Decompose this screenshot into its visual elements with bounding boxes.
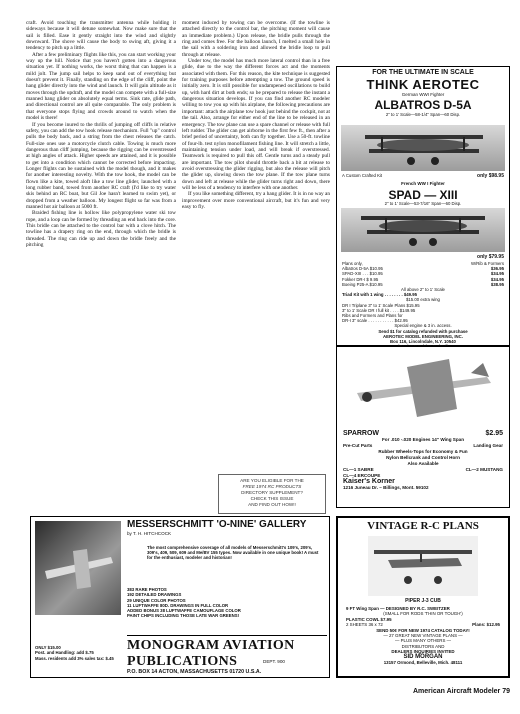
plane-name: SPAD — XIII	[388, 188, 458, 202]
row-name: Fokker DR-I $ 9.95	[342, 276, 379, 282]
price-line: Mass. residents add 3% sales tax: $.45	[35, 655, 114, 661]
sparrow-details	[343, 431, 503, 491]
publisher-name: MONOGRAM AVIATION	[127, 638, 295, 653]
article-paragraph: If you like something different, try a hang glider. It is in no way an improvement over more conventional aircraft, but it's fun and very easy to fly.	[182, 191, 330, 210]
caption-price: only $98.95	[477, 173, 504, 179]
plans-line: 3" to 1' Scale DR I full kit . . . . $149.95	[342, 307, 416, 313]
row-price: $34.95	[490, 271, 504, 277]
seller-name: SID MORGAN	[403, 653, 443, 660]
spad-photo	[341, 208, 505, 252]
list-header-right: W/Rib & Formers	[471, 261, 504, 266]
caption-left: A Custom Crafted Kit	[342, 173, 383, 178]
ad-description: The most comprehensive coverage of all models of Messerschmitt's 109's, 209's, 309's, 409, 509, 609 and Me/BV 155 types. Now available in one unique book! A must for the enthusiast, modeler and historian!	[147, 545, 319, 561]
seller-address: 13157 Ormond, Belleville, Mich. 48111	[383, 660, 463, 666]
plans-price: Plans: $12.95	[472, 622, 500, 628]
kit-name: CL—1 SABRE	[343, 467, 374, 472]
special-note: Special engine & 3 in. access.	[394, 323, 452, 329]
catalog-offer: Send $1 for catalog refunded with purchase	[378, 328, 468, 334]
ad-author: by T. H. HITCHCOCK	[127, 531, 172, 536]
row-price: $38.95	[490, 281, 504, 287]
promo-line: ARE YOU ELIGIBLE FOR THE	[240, 478, 304, 483]
detail-line: — 27 GREAT NEW VINTAGE PLANS —	[383, 633, 463, 639]
plane-spec: 2" to 1' Scale—58-1/4" Span—60 Disp.	[385, 112, 461, 117]
albatros-photo	[341, 125, 505, 171]
product-price: $2.95	[485, 430, 503, 437]
plans-line: DR I Triplane 3" to 1' Scale Plans $15.95	[342, 302, 420, 308]
ad-title: VINTAGE R-C PLANS	[367, 520, 479, 532]
also-available: Also Available	[407, 461, 439, 466]
ad-headline: FOR THE ULTIMATE IN SCALE	[372, 69, 474, 76]
feature-item: 383 RARE PHOTOS	[127, 587, 167, 592]
ad-subtitle: German WWI Fighter	[401, 92, 445, 97]
detail-line: PLASTIC COWL $7.95	[346, 616, 392, 622]
plane-spec: 2" to 1' Scale—53-7/16" Span—60 Disp.	[384, 201, 462, 206]
plans-line: DR-I 3" scale . . . . . . . . . . . $42.95	[342, 318, 408, 324]
article-paragraph: Under tow, the model has much more lateral control than in a free glide, due to the way the different forces act and the moments associated with them. For this reason, the kite technique is suggested for training purposes before attempting a tow. The ground speed is initially zero. It is still possible for undampened oscillations to build up, with hard dirt at both ends; so be prepared to release the instant a dangerous situation develops. If you can find another RC modeler willing to tow you up with his airplane, the following precautions are important: attach the airplane tow hook just behind the cockpit, not at the tail. Also, arrange for either end of the line to be released in an emergency. The tow plane can use a spare channel or release with full left rudder. The glider can get airborne in the first few ft., then after a brief period of uncertainty, both can fly together. Use a 50-ft. towline of four-lb. test nylon monofilament fishing line. It will stretch a little, maintaining tension under load, and will break if overstressed. Teamwork is required to pull this off. Gentle turns and a steady pull are important. The tow pilot should throttle back a bit at release to avoid overstressing the glider rigging, but also the release will pitch the glider up, slowing down the tow plane. If the tow plane turns down and left at release while the glider turns right and down, there will be less of a tendency to interfere with one another.	[182, 58, 330, 191]
spec-right: Landing Gear	[473, 443, 503, 448]
feature-item: 29 UNIQUE COLOR PHOTOS	[127, 597, 186, 603]
detail-line: DEALERS INQUIRIES INVITED	[391, 649, 455, 655]
detail-line: 9 FT Wing Span — DESIGNED BY R.C. SWEITZER	[346, 606, 450, 611]
company-address: Box 116, Lincolndale, N.Y. 10540	[390, 339, 456, 345]
row-price: $36.95	[490, 266, 504, 272]
price-list	[342, 261, 504, 349]
book-cover	[35, 521, 121, 615]
photo-caption	[342, 254, 504, 260]
ad-title: MESSERSCHMITT 'O-NINE' GALLERY	[127, 519, 307, 530]
feature-item: 192 DETAILED DRAWINGS	[127, 592, 182, 598]
vintage-details	[346, 606, 500, 665]
detail-line: DISTRIBUTORS AND	[401, 643, 445, 649]
publisher-dept: DEPT. 900	[263, 659, 285, 664]
promo-line: AND FIND OUT HOW!!	[248, 502, 296, 507]
spec-line: Rubber Wheels-Tops for Economy & Fun	[378, 449, 468, 454]
plane-name: ALBATROS D-5A	[374, 98, 472, 112]
article-column-1	[26, 20, 176, 248]
scale-note: All above 2" to 1' Scale	[401, 287, 445, 293]
promo-line: CHECK THIS ISSUE	[250, 496, 294, 501]
publisher-name: PUBLICATIONS	[127, 654, 238, 669]
company-name: Kaiser's Korner	[343, 478, 395, 485]
detail-left: 2 SHEETS 36 x 72	[346, 622, 383, 628]
promo-line: DIRECTORY SUPPLEMENT?	[241, 490, 303, 495]
article-paragraph: If you become inured to the thrills of jumping off cliffs in relative safety, you can add the tow hook release mechanism. Full "up" control pulls the body back, and a string from the chest releases the catch. Full-size ones use a motorcycle clutch cable. Towing is much more dangerous than cliff jumping, because the rigging can be overstressed at high angles of attack. Higher speeds are attained, and it is possible to get into a condition which cannot be corrected before impacting. Longer flights can be sustained with the model though, and it makes for another interesting novelty. With the tow hook, the model can be flown like a kite, towed aloft like a tow line glider, launched with a long rubber band, towed from another RC craft (I'd like to try water skis behind an RC boat, but Gil Joe hasn't learned to swim yet), or dropped from a weather balloon. My longest flight so far was from a manned hot air balloon at 5000 ft.	[26, 121, 176, 210]
company-name: AEROTEC MODEL ENGINEERING, INC.	[383, 333, 463, 339]
spec-line: Nylon Bellcrank and Control Horn	[386, 455, 460, 460]
price-line: ONLY $15.00	[35, 645, 61, 650]
aerotec-ad	[336, 66, 510, 346]
price-block	[35, 645, 121, 661]
photo-caption	[342, 173, 504, 179]
feature-item: ADDED BONUS 38 LUFTWAFFE CAMOUFLAGE COLOR	[127, 608, 241, 614]
caption-price: only $79.95	[477, 254, 504, 260]
vintage-rc-ad	[336, 516, 510, 678]
page-footer: American Aircraft Modeler 79	[413, 688, 510, 695]
promo-line: FREE 1974 RC PRODUCTS	[242, 484, 302, 489]
publisher-address: P.O. BOX 14 ACTON, MASSACHUSETTS 01720 U.S.A.	[127, 669, 262, 675]
divider	[127, 635, 327, 636]
feature-item: 11 LUFTWAFFE 80D. DRAWINGS IN FULL COLOR	[127, 602, 229, 608]
detail-line: (SMALL FOR RODS 'THIN OR TOUGH')	[383, 611, 463, 617]
detail-line: — PLUS MANY OTHERS —	[394, 638, 452, 644]
spec-left: Pre-Cut Parts	[343, 443, 373, 448]
row-name: Boeing P25-A $10.95	[342, 281, 383, 287]
sparrow-photo	[337, 347, 509, 429]
product-name: SPARROW	[343, 430, 380, 437]
article-paragraph: moment induced by towing can be overcome. (If the towline is attached directly to the control bar, the pitching moment will cause an immediate problem.) Upon release, the bridle pulls through the ring and comes free. For the balloon launch, I melted a small hole in the sail with a soldering iron and allowed the bridle loop to pull through at release.	[182, 20, 330, 58]
cub-drawing	[368, 536, 478, 596]
ad-brand: THINK AEROTEC	[366, 77, 480, 92]
list-header-left: Plans only,	[342, 261, 363, 266]
biplane-icon	[341, 125, 505, 171]
feature-list	[127, 587, 327, 619]
article-paragraph: craft. Avoid touching the transmitter antenna while holding it sideways because it will detune somewhat. Now make sure that the sail is filled. Ease it gently straight into the wind and slightly downward. The shove will cause the body to swing aft, giving it a tendency to pitch up a little.	[26, 20, 176, 52]
kit-name: CL—4 ERCOUPE	[343, 473, 381, 478]
row-name: SPAD-XIII . . . $10.95	[342, 271, 383, 277]
triad-extra: $15.00 extra wing	[406, 297, 440, 303]
feature-item: PAINT CHIPS INCLUDING THOSE LATE WAR GREENS!	[127, 613, 240, 619]
plane-name: PIPER J-3 CUB	[405, 598, 441, 604]
directory-promo-box	[218, 474, 326, 514]
messerschmitt-ad	[30, 516, 330, 678]
aircraft-icon	[35, 521, 121, 615]
triad-line: Triad Kit with 1 wing . . . . . . . . $49.95	[342, 292, 417, 298]
model-plane-icon	[337, 347, 509, 429]
biplane-icon	[341, 208, 505, 252]
article-paragraph: After a few preliminary flights like this, you can start working your way up the hill. Notice that you haven't gotten into a dangerous situation yet. If nothing works, the worst thing that can happen is a mild jolt. The jump sail helps to keep sand out of everything but doesn't prevent it. Finally, standing on the edge of the cliff, point the hang glider directly into the wind and launch. It will gain altitude as it moves through the updraft, and the model can compete with a full-size manned hang glider on absolutely equal terms. Sink rate, glide path, and directional control are all quite comparable. The only problem is that everyone stops flying and crowds around to watch when the model is there!	[26, 51, 176, 122]
article-column-2	[182, 20, 330, 210]
plans-line: Ribs and Formers and Plans for	[342, 313, 403, 319]
row-price: $34.95	[490, 276, 504, 282]
row-name: Albatros D-5A $10.95	[342, 266, 383, 272]
article-paragraph: Braided fishing line is hollow like polypropylene water ski tow rope, and a loop can be formed by threading an end back into the core. This bridle can be attached to the control bar with a clove hitch. The towline has a drapery ring on the end, through which the bridle is threaded. The ring can ride up and down the bridle freely and the pitching	[26, 210, 176, 249]
detail-line: SEND 50¢ FOR NEW 1974 CATALOG TODAY!	[376, 627, 470, 633]
spec-line: For .010 -.020 Engines 14" Wing Span	[381, 437, 465, 442]
ad-subtitle: French WW I Fighter	[401, 181, 445, 186]
sparrow-ad	[336, 346, 510, 508]
company-address: 1216 Juneau Dr. – Billings, Mont. 59102	[343, 485, 429, 490]
cub-plane-icon	[368, 536, 478, 596]
price-line: Post. and Handling: add $.75	[35, 650, 94, 656]
kit-name: CL—2 MUSTANG	[465, 467, 503, 472]
